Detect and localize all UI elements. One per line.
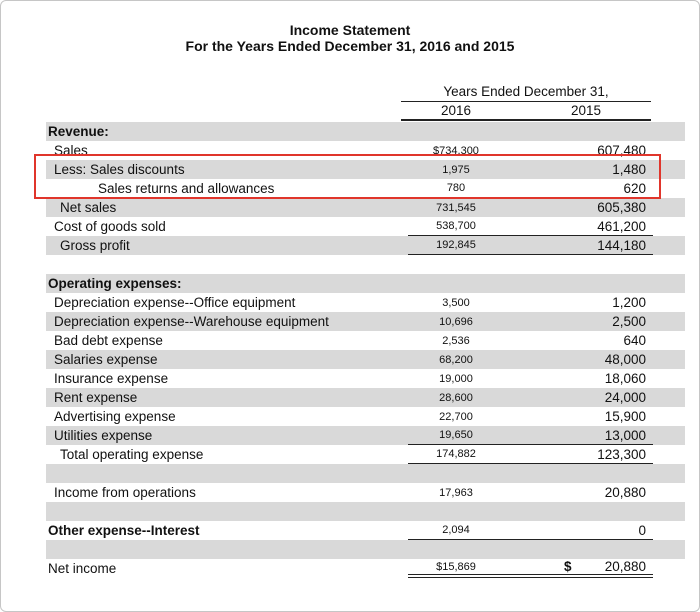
value-2015: 15,900 [604, 409, 646, 424]
row-label: Net sales [60, 200, 117, 215]
table-row [46, 293, 685, 312]
table-row [46, 141, 685, 160]
value-2016: 1,975 [442, 163, 470, 176]
row-label: Depreciation expense--Warehouse equipment [54, 314, 329, 329]
value-2015: 144,180 [597, 237, 646, 253]
value-2015: 1,480 [612, 162, 646, 177]
row-label: Less: Sales discounts [54, 162, 185, 177]
value-2016: 731,545 [436, 201, 476, 214]
row-label: Utilities expense [54, 428, 153, 443]
row-label: Gross profit [60, 238, 130, 253]
value-2015: 48,000 [604, 352, 646, 367]
table-row [46, 179, 685, 198]
value-2016: 2,536 [442, 334, 470, 347]
row-label: Bad debt expense [54, 333, 163, 348]
currency-symbol: $ [564, 559, 572, 574]
table-row [46, 445, 685, 464]
value-2016: 192,845 [436, 239, 476, 251]
row-label: Salaries expense [54, 352, 158, 367]
table-row [46, 521, 685, 540]
spacer-row [46, 255, 685, 274]
value-2015: 18,060 [604, 371, 646, 386]
value-2015: 13,000 [604, 427, 646, 443]
row-label: Advertising expense [54, 409, 176, 424]
value-2016: 3,500 [442, 296, 470, 309]
column-header-2016: 2016 [440, 103, 472, 118]
row-label: Cost of goods sold [54, 219, 166, 234]
table-row [46, 426, 685, 445]
row-label: Insurance expense [54, 371, 169, 386]
value-2016: 780 [446, 182, 466, 194]
table-row [46, 369, 685, 388]
value-2016: 19,650 [439, 429, 473, 441]
value-2016: $15,869 [436, 560, 476, 573]
row-label: Net income [48, 561, 117, 576]
table-rows [46, 122, 685, 578]
value-2015: 24,000 [604, 390, 646, 405]
row-label: Total operating expense [60, 447, 204, 462]
value-2016: 28,600 [439, 391, 473, 404]
row-label: Other expense--Interest [48, 523, 200, 538]
value-2015: 620 [623, 180, 646, 196]
table-row [46, 559, 685, 578]
table-row [46, 483, 685, 502]
table-row [46, 407, 685, 426]
value-2015: 607,480 [597, 143, 646, 158]
row-label: Rent expense [54, 390, 138, 405]
years-ended-group-header: Years Ended December 31, [401, 84, 651, 102]
statement-title: Income Statement [289, 22, 411, 38]
row-label: Sales returns and allowances [98, 181, 275, 196]
value-2015: 461,200 [597, 218, 646, 234]
table-row [46, 388, 685, 407]
value-2016: 17,963 [439, 486, 473, 499]
column-header [401, 84, 651, 121]
value-2015: 20,880 [604, 485, 646, 500]
value-2015: $ 20,880 [564, 559, 646, 574]
income-statement-table [46, 84, 685, 578]
table-row [46, 160, 685, 179]
spacer-row [46, 540, 685, 559]
spacer-row [46, 464, 685, 483]
spacer-row [46, 502, 685, 521]
table-row [46, 331, 685, 350]
value-2016: 174,882 [436, 448, 476, 460]
row-label: Sales [54, 143, 88, 158]
value-2015: 0 [638, 522, 646, 538]
table-row [46, 217, 685, 236]
value-2015: 123,300 [597, 446, 646, 462]
value-2015: 605,380 [597, 200, 646, 215]
statement-period-subtitle: For the Years Ended December 31, 2016 and 2015 [185, 38, 515, 54]
table-row [46, 122, 685, 141]
table-row [46, 274, 685, 293]
value-2016: 2,094 [442, 524, 470, 536]
row-label: Depreciation expense--Office equipment [54, 295, 296, 310]
table-row [46, 350, 685, 369]
row-label: Income from operations [54, 485, 196, 500]
document-titles [1, 22, 699, 54]
column-header-2015: 2015 [570, 103, 602, 118]
row-label: Revenue: [48, 124, 109, 139]
value-2015: 2,500 [612, 314, 646, 329]
row-label: Operating expenses: [48, 276, 182, 291]
table-row [46, 236, 685, 255]
value-2016: $734,300 [433, 144, 479, 157]
value-2016: 10,696 [439, 315, 473, 328]
value-2016: 538,700 [436, 220, 476, 232]
table-row [46, 198, 685, 217]
value-2016: 22,700 [439, 410, 473, 423]
year-column-headers [401, 102, 651, 121]
table-row [46, 312, 685, 331]
value-2015: 640 [623, 333, 646, 348]
value-2016: 19,000 [439, 372, 473, 385]
value-2016: 68,200 [439, 353, 473, 366]
value-2015: 1,200 [612, 295, 646, 310]
